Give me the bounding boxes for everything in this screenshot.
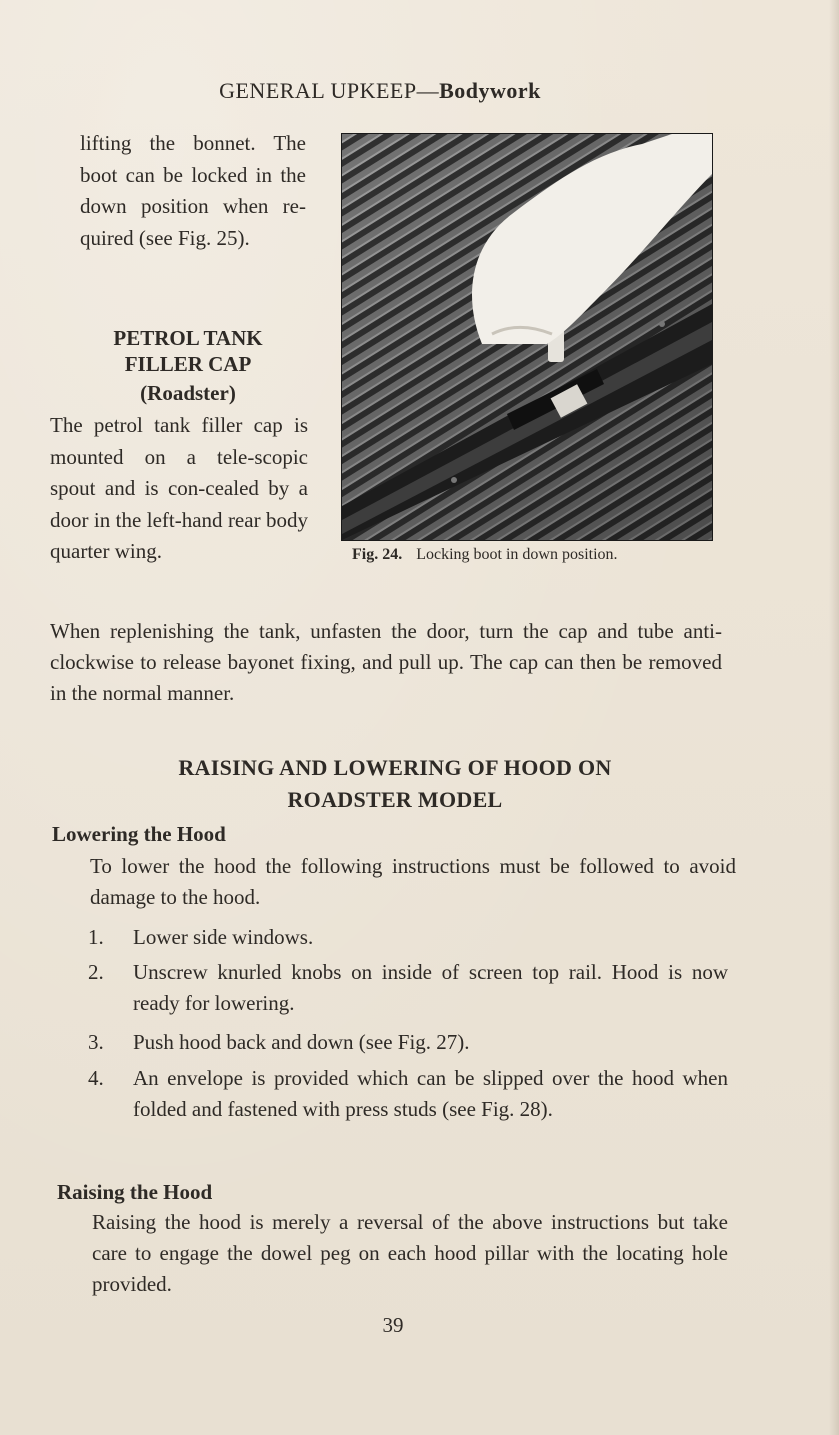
- hood-title-line2: ROADSTER MODEL: [287, 787, 503, 812]
- figure-number: Fig. 24.: [352, 546, 403, 563]
- raising-paragraph: Raising the hood is merely a reversal of the above instructions but take care to engage the dowel peg on each hood pillar with the locating hole provided.: [92, 1210, 728, 1296]
- lowering-intro: To lower the hood the following instructions must be followed to avoid damage to the hood.: [90, 854, 736, 909]
- figure-photo: [342, 134, 712, 540]
- boot-lock-photo: [342, 134, 712, 540]
- step-2: [88, 957, 728, 1019]
- page-number: 39: [382, 1313, 404, 1337]
- petrol-heading: [68, 325, 308, 377]
- step-text: An envelope is provided which can be slipped over the hood when folded and fastened with press studs (see Fig. 28).: [133, 1066, 728, 1121]
- step-text: Unscrew knurled knobs on inside of screen top rail. Hood is now ready for lowering.: [133, 960, 728, 1015]
- page-edge-shadow: [829, 0, 839, 1435]
- step-number: 3.: [88, 1030, 104, 1054]
- header-section: GENERAL UPKEEP—: [219, 78, 440, 103]
- step-3: [88, 1027, 728, 1058]
- step-number: 2.: [88, 960, 104, 984]
- running-header: [0, 78, 760, 104]
- replenish-paragraph: When replenishing the tank, unfasten the door, turn the cap and tube anti-clockwise to release bayonet fixing, and pull up. The cap can then be removed in the normal manner.: [50, 619, 722, 705]
- header-topic: Bodywork: [439, 78, 541, 103]
- petrol-heading-line2: FILLER CAP: [124, 352, 252, 376]
- step-number: 4.: [88, 1066, 104, 1090]
- hood-title-line1: RAISING AND LOWERING OF HOOD ON: [178, 755, 612, 780]
- raising-heading: Raising the Hood: [57, 1180, 213, 1204]
- step-number: 1.: [88, 925, 104, 949]
- petrol-subheading: (Roadster): [140, 381, 236, 405]
- figure-caption-text: Locking boot in down position.: [416, 546, 618, 563]
- step-4: [88, 1063, 728, 1125]
- intro-paragraph: lifting the bonnet. The boot can be locked in the down position when re-quired (see Fig. 25).: [80, 131, 306, 250]
- petrol-paragraph: The petrol tank filler cap is mounted on a tele-scopic spout and is con-cealed by a door in the left-hand rear body quarter wing.: [50, 413, 308, 563]
- petrol-heading-line1: PETROL TANK: [113, 326, 263, 350]
- step-1: [88, 922, 728, 953]
- step-text: Lower side windows.: [133, 925, 314, 949]
- step-text: Push hood back and down (see Fig. 27).: [133, 1030, 470, 1054]
- figure-caption: [352, 546, 732, 564]
- lowering-heading: Lowering the Hood: [52, 822, 226, 846]
- hood-section-title: [50, 752, 740, 816]
